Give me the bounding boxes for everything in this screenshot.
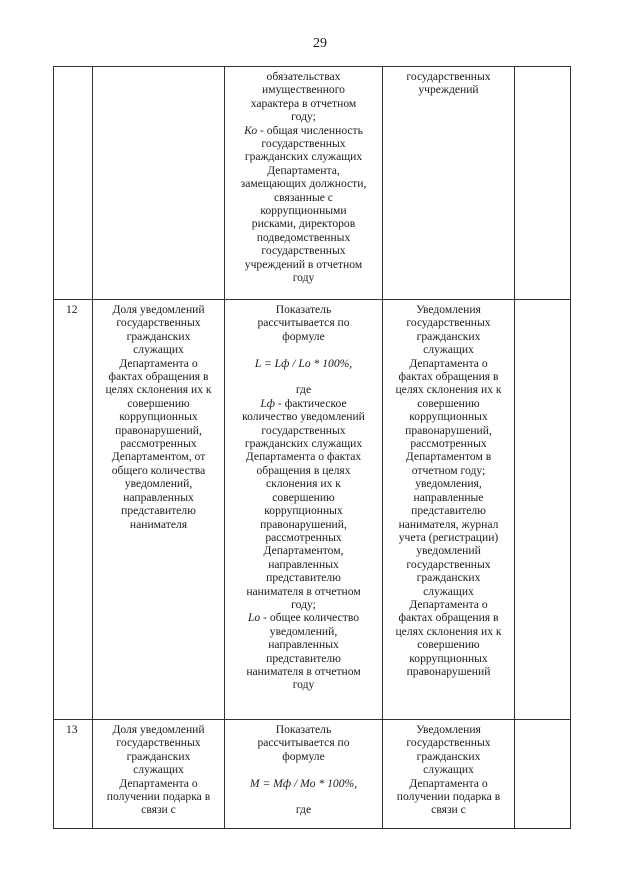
calculation-method: обязательствах имущественного характера в отчетном году; Ко - общая численность государственных гражданских служащих Департамента, замещающих должности, связанные с коррупционными рисками, директоров подведомственных государственных учреждений в отчетном году — [225, 67, 383, 300]
data-source: Уведомления государственных гражданских служащих Департамента о получении подарка в связи с — [383, 720, 515, 829]
row-number — [54, 67, 93, 300]
table-row — [54, 720, 571, 829]
extra-cell — [515, 67, 571, 300]
calculation-method: Показатель рассчитывается по формуле L = Lф / Lо * 100%, где Lф - фактическое количество уведомлений государственных гражданских служащих Департамента о фактах обращения в целях склонения их к совершению коррупционных правонарушений, рассмотренных Департаментом, направленных представителю нанимателя в отчетном году; Lо - общее количество уведомлений, направленных представителю нанимателя в отчетном году — [225, 300, 383, 720]
data-source: государственных учреждений — [383, 67, 515, 300]
table-row — [54, 300, 571, 720]
indicator-name — [93, 67, 225, 300]
row-number: 12 — [54, 300, 93, 720]
calculation-method: Показатель рассчитывается по формуле M = Mф / Mо * 100%, где — [225, 720, 383, 829]
indicator-name: Доля уведомлений государственных гражданских служащих Департамента о получении подарка в связи с — [93, 720, 225, 829]
extra-cell — [515, 300, 571, 720]
row-number: 13 — [54, 720, 93, 829]
data-source: Уведомления государственных гражданских служащих Департамента о фактах обращения в целях склонения их к совершению коррупционных правонарушений, рассмотренных Департаментом в отчетном году; уведомления, направленные представителю нанимателя, журнал учета (регистрации) уведомлений государственных гражданских служащих Департамента о фактах обращения в целях склонения их к совершению коррупционных правонарушений — [383, 300, 515, 720]
indicator-name: Доля уведомлений государственных гражданских служащих Департамента о фактах обращения в целях склонения их к совершению коррупционных правонарушений, рассмотренных Департаментом, от общего количества уведомлений, направленных представителю нанимателя — [93, 300, 225, 720]
table-row — [54, 67, 571, 300]
extra-cell — [515, 720, 571, 829]
page-number: 29 — [313, 36, 327, 51]
indicators-table — [53, 66, 571, 829]
